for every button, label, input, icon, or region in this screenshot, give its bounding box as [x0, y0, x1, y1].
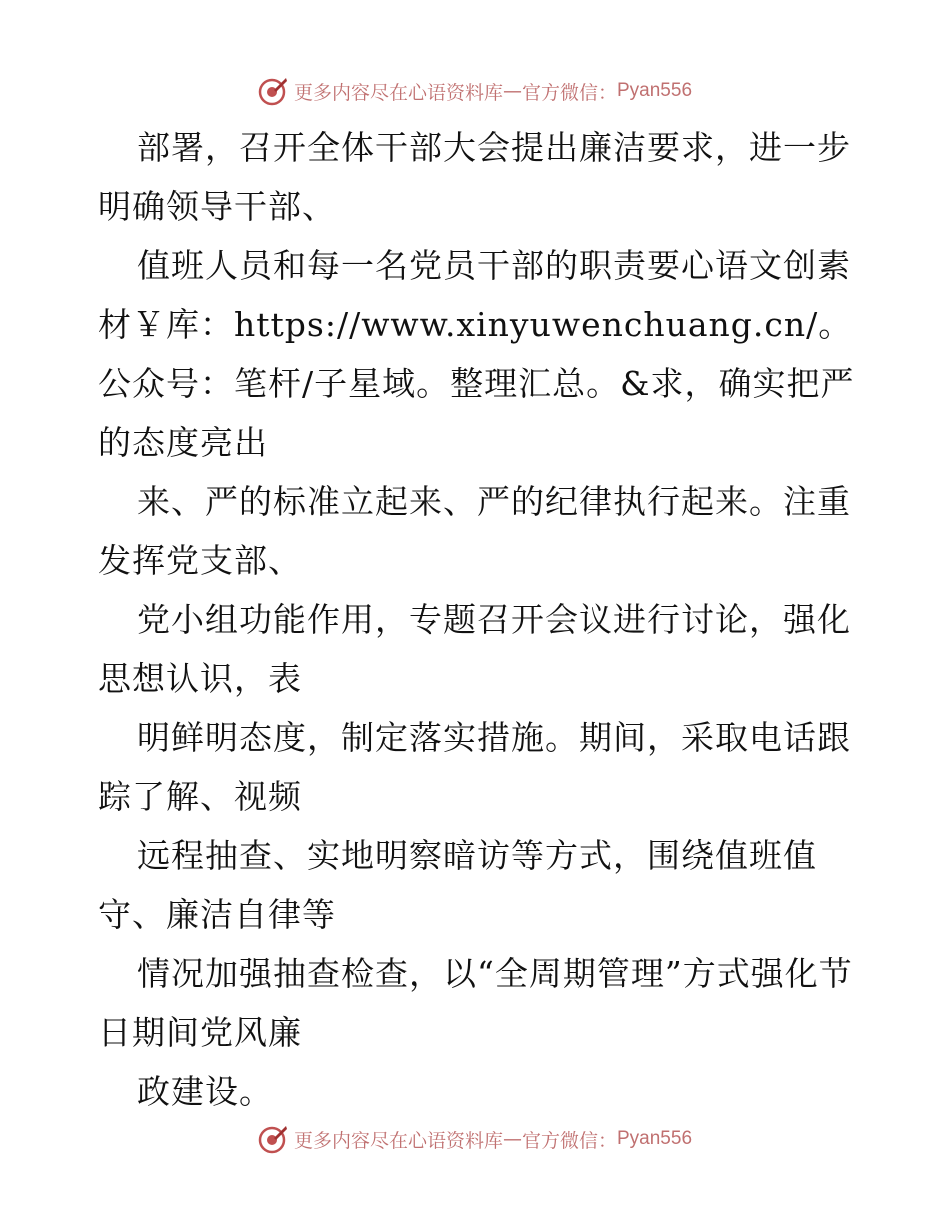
paragraph: 情况加强抽查检查，以“全周期管理”方式强化节日期间党风廉 — [98, 954, 853, 1052]
header-watermark — [0, 71, 950, 111]
watermark-wechat-label: 官方微信： — [521, 81, 617, 104]
paragraph: 明鲜明态度，制定落实措施。期间，采取电话跟踪了解、视频 — [98, 718, 851, 816]
document-body — [98, 118, 858, 1121]
footer-watermark — [0, 1119, 950, 1159]
watermark-wechat-id: Pyan556 — [617, 1128, 693, 1149]
paragraph: 来、严的标准立起来、严的纪律执行起来。注重发挥党支部、 — [98, 482, 851, 580]
watermark-wechat-id: Pyan556 — [617, 80, 693, 101]
watermark-wechat-label: 官方微信： — [521, 1129, 617, 1152]
watermark-text: 更多内容尽在心语资料库 — [293, 1129, 503, 1152]
paragraph: 部署，召开全体干部大会提出廉洁要求，进一步明确领导干部、 — [98, 128, 851, 226]
watermark-separator: — — [502, 80, 522, 102]
watermark-text: 更多内容尽在心语资料库 — [293, 81, 503, 104]
paragraph: 值班人员和每一名党员干部的职责要心语文创素材￥库：https://www.xinyuwenchuang.cn/。公众号：笔杆/子星域。整理汇总。&求，确实把严的态度亮出 — [98, 246, 855, 462]
paragraph: 政建设。 — [137, 1072, 273, 1111]
pen-logo-icon — [258, 1124, 288, 1154]
paragraph: 党小组功能作用，专题召开会议进行讨论，强化思想认识，表 — [98, 600, 851, 698]
pen-logo-icon — [258, 76, 288, 106]
paragraph: 远程抽查、实地明察暗访等方式，围绕值班值守、廉洁自律等 — [98, 836, 817, 934]
watermark-separator: — — [502, 1128, 522, 1150]
